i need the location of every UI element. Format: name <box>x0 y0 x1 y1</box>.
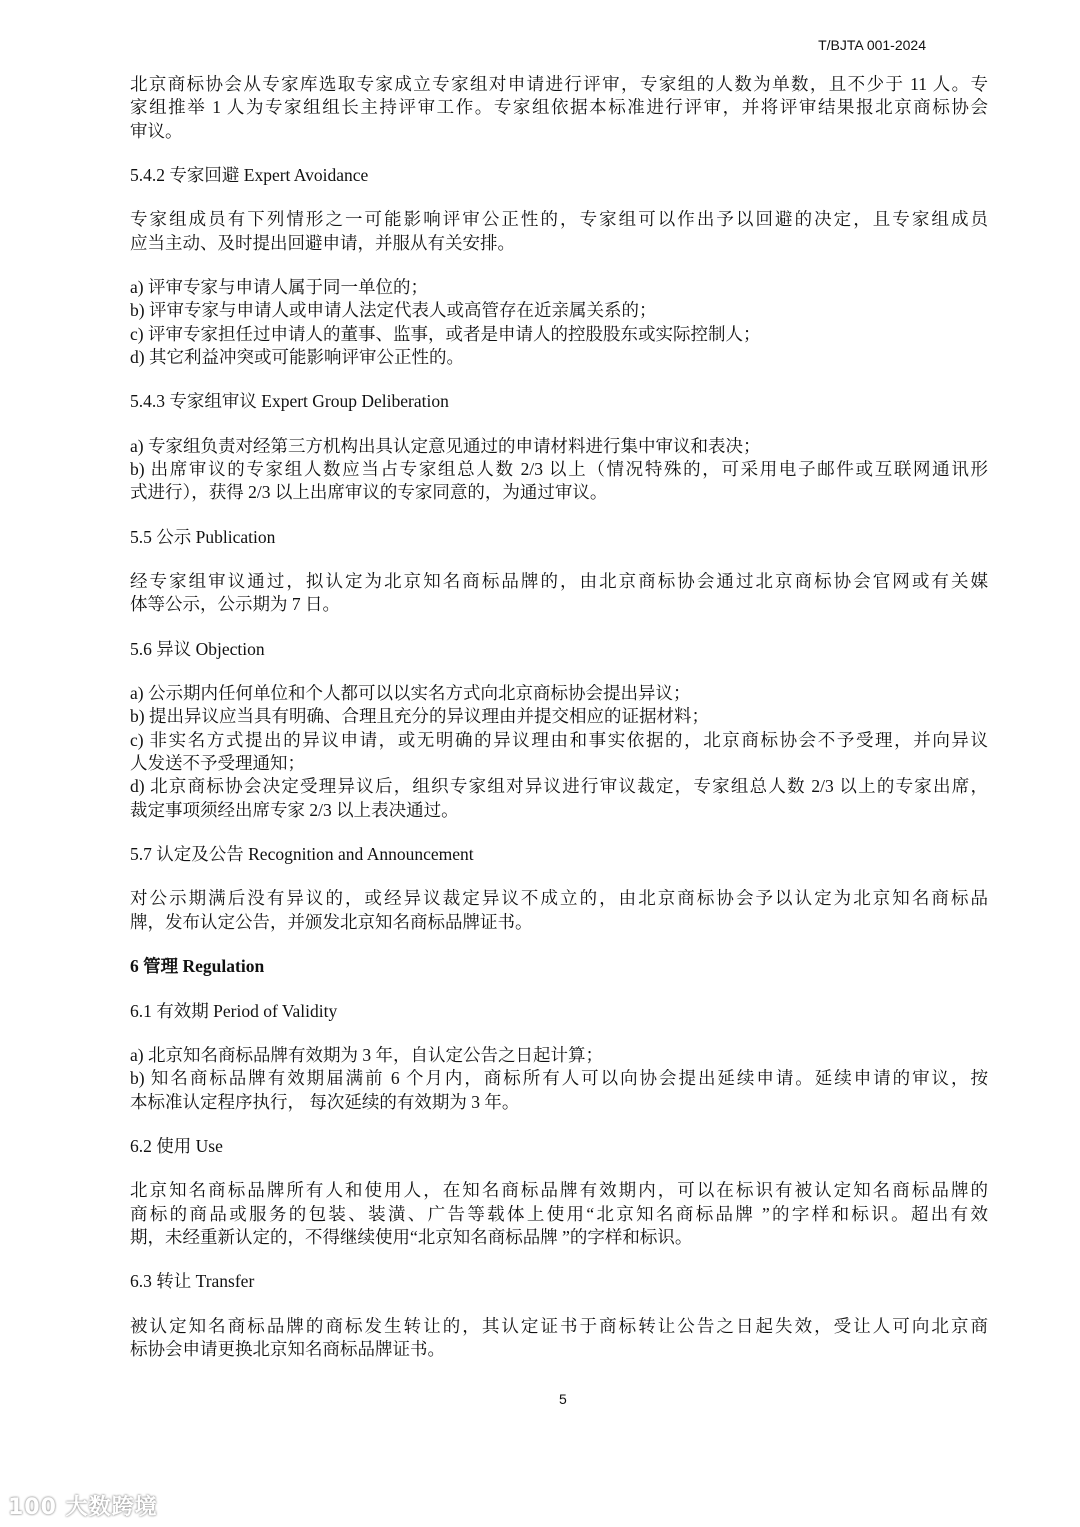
paragraph <box>130 208 988 255</box>
list-block <box>130 682 988 822</box>
watermark-logo <box>8 1490 158 1521</box>
list-block <box>130 1044 988 1114</box>
text-line: 期，未经重新认定的，不得继续使用“北京知名商标品牌 ”的字样和标识。 <box>130 1226 693 1247</box>
text-line: 审议。 <box>130 120 183 141</box>
text-line: 应当主动、及时提出回避申请，并服从有关安排。 <box>130 232 515 253</box>
text-line: 5.7 认定及公告 Recognition and Announcement <box>130 844 474 865</box>
document-code: T/BJTA 001-2024 <box>818 37 926 53</box>
section-heading <box>130 526 988 549</box>
text-line: 对公示期满后没有异议的，或经异议裁定异议不成立的，由北京商标协会予以认定为北京知名商标品 <box>130 888 988 909</box>
paragraph <box>130 1179 988 1249</box>
text-line: 6 管理 Regulation <box>130 956 265 977</box>
paragraph <box>130 73 988 143</box>
text-line: b) 评审专家与申请人或申请人法定代表人或高管存在近亲属关系的； <box>130 300 657 321</box>
text-line: c) 评审专家担任过申请人的董事、监事，或者是申请人的控股股东或实际控制人； <box>130 323 761 344</box>
text-line: a) 专家组负责对经第三方机构出具认定意见通过的申请材料进行集中审议和表决； <box>130 435 761 456</box>
paragraph <box>130 887 988 934</box>
paragraph <box>130 570 988 617</box>
text-line: c) 非实名方式提出的异议申请，或无明确的异议理由和事实依据的，北京商标协会不予受理，并向异议 <box>130 729 988 750</box>
text-line: b) 提出异议应当具有明确、合理且充分的异议理由并提交相应的证据材料； <box>130 706 709 727</box>
text-line: 式进行），获得 2/3 以上出席审议的专家同意的，为通过审议。 <box>130 482 608 503</box>
section-heading <box>130 1000 988 1023</box>
text-line: 经专家组审议通过，拟认定为北京知名商标品牌的，由北京商标协会通过北京商标协会官网或有关媒 <box>130 571 988 592</box>
text-line: 北京商标协会从专家库选取专家成立专家组对申请进行评审，专家组的人数为单数，且不少于 11 人。专 <box>130 74 988 94</box>
text-line: b) 出席审议的专家组人数应当占专家组总人数 2/3 以上（情况特殊的，可采用电子邮件或互联网通讯形 <box>130 459 988 480</box>
text-line: a) 评审专家与申请人属于同一单位的； <box>130 277 428 298</box>
section-heading <box>130 390 988 413</box>
watermark-text: 大数跨境 <box>65 1495 158 1520</box>
page-number: 5 <box>559 1391 567 1407</box>
text-line: b) 知名商标品牌有效期届满前 6 个月内，商标所有人可以向协会提出延续申请。延续申请的审议，按 <box>130 1068 988 1089</box>
section-heading <box>130 638 988 661</box>
section-heading <box>130 1270 988 1293</box>
text-line: a) 北京知名商标品牌有效期为 3 年，自认定公告之日起计算； <box>130 1044 603 1065</box>
text-line: d) 其它利益冲突或可能影响评审公正性的。 <box>130 346 464 367</box>
section-heading <box>130 164 988 187</box>
list-block <box>130 435 988 505</box>
text-line: d) 北京商标协会决定受理异议后，组织专家组对异议进行审议裁定，专家组总人数 2/3 以上的专家出席， <box>130 776 988 797</box>
text-line: 被认定知名商标品牌的商标发生转让的，其认定证书于商标转让公告之日起失效，受让人可向北京商 <box>130 1315 988 1336</box>
text-line: 牌，发布认定公告，并颁发北京知名商标品牌证书。 <box>130 911 533 932</box>
text-line: 5.5 公示 Publication <box>130 526 276 547</box>
text-line: 6.2 使用 Use <box>130 1135 223 1156</box>
text-line: 体等公示，公示期为 7 日。 <box>130 594 340 615</box>
text-line: 5.6 异议 Objection <box>130 638 265 659</box>
text-line: 5.4.2 专家回避 Expert Avoidance <box>130 164 369 185</box>
paragraph <box>130 1315 988 1362</box>
text-line: 6.3 转让 Transfer <box>130 1271 255 1292</box>
text-line: 商标的商品或服务的包装、装潢、广告等载体上使用“北京知名商标品牌 ”的字样和标识。超出有效 <box>130 1203 988 1224</box>
text-line: 5.4.3 专家组审议 Expert Group Deliberation <box>130 391 449 412</box>
text-line: 标协会申请更换北京知名商标品牌证书。 <box>130 1338 445 1359</box>
document-body <box>130 73 988 1361</box>
text-line: 家组推举 1 人为专家组组长主持评审工作。专家组依据本标准进行评审，并将评审结果报北京商标协会 <box>130 97 988 118</box>
watermark-logo-mark: 100 <box>8 1495 57 1520</box>
text-line: 裁定事项须经出席专家 2/3 以上表决通过。 <box>130 799 459 820</box>
text-line: a) 公示期内任何单位和个人都可以以实名方式向北京商标协会提出异议； <box>130 683 691 704</box>
text-line: 专家组成员有下列情形之一可能影响评审公正性的，专家组可以作出予以回避的决定，且专家组成员 <box>130 209 988 230</box>
text-line: 人发送不予受理通知； <box>130 753 305 774</box>
text-line: 6.1 有效期 Period of Validity <box>130 1000 338 1021</box>
section-heading <box>130 843 988 866</box>
section-heading <box>130 1135 988 1158</box>
chapter-heading <box>130 955 988 978</box>
text-line: 北京知名商标品牌所有人和使用人，在知名商标品牌有效期内，可以在标识有被认定知名商标品牌的 <box>130 1180 988 1201</box>
text-line: 本标准认定程序执行， 每次延续的有效期为 3 年。 <box>130 1091 520 1112</box>
list-block <box>130 276 988 369</box>
